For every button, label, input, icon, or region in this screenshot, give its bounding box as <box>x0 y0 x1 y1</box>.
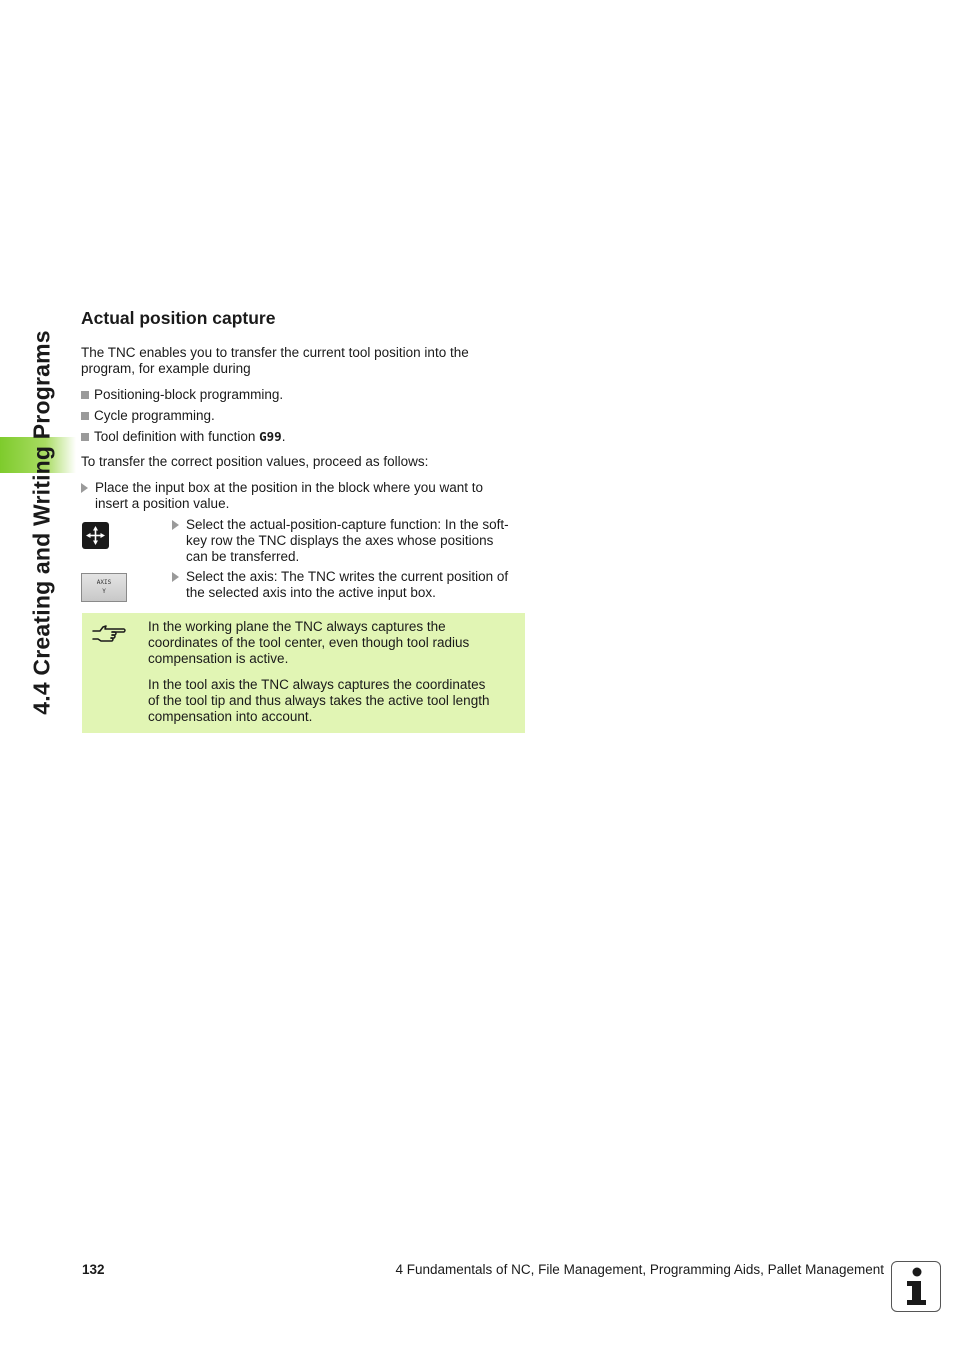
axis-y-softkey[interactable]: AXIS Y <box>81 573 127 602</box>
function-code: G99 <box>259 429 282 444</box>
list-item: Cycle programming. <box>81 408 215 424</box>
chapter-sidebar <box>28 310 56 734</box>
bullet-square-icon <box>81 412 89 420</box>
section-heading: Actual position capture <box>81 308 276 328</box>
note-paragraph-1: In the working plane the TNC always captures the coordinates of the tool center, even though tool radius compensation is active. <box>148 619 470 666</box>
page-number: 132 <box>82 1262 105 1277</box>
step-3: Select the axis: The TNC writes the current position of the selected axis into the active input box. <box>172 569 532 601</box>
step-arrow-icon <box>172 520 179 530</box>
footer-chapter-title: 4 Fundamentals of NC, File Management, Programming Aids, Pallet Management <box>395 1262 884 1277</box>
step-arrow-icon <box>81 483 88 493</box>
bullet-square-icon <box>81 433 89 441</box>
step-1: Place the input box at the position in the block where you want to insert a position value. <box>81 480 521 512</box>
list-item: Tool definition with function G99. <box>81 429 285 445</box>
note-paragraph-2: In the tool axis the TNC always captures the coordinates of the tool tip and thus always takes the active tool length compensation into account. <box>148 677 490 724</box>
note-box <box>82 613 525 733</box>
pointing-hand-icon <box>91 623 127 645</box>
step-2: Select the actual-position-capture function: In the soft- key row the TNC displays the axes whose positions can be transferred. <box>172 517 532 565</box>
intro-paragraph: The TNC enables you to transfer the current tool position into the program, for example during <box>81 345 469 376</box>
actual-position-capture-key-icon[interactable] <box>82 522 109 549</box>
info-icon <box>891 1261 941 1312</box>
bullet-square-icon <box>81 391 89 399</box>
info-glyph <box>892 1262 939 1310</box>
crosshair-icon <box>82 522 109 549</box>
list-item: Positioning-block programming. <box>81 387 283 403</box>
chapter-title: 4.4 Creating and Writing Programs <box>28 329 55 715</box>
proceed-text: To transfer the correct position values, proceed as follows: <box>81 454 429 469</box>
step-arrow-icon <box>172 572 179 582</box>
